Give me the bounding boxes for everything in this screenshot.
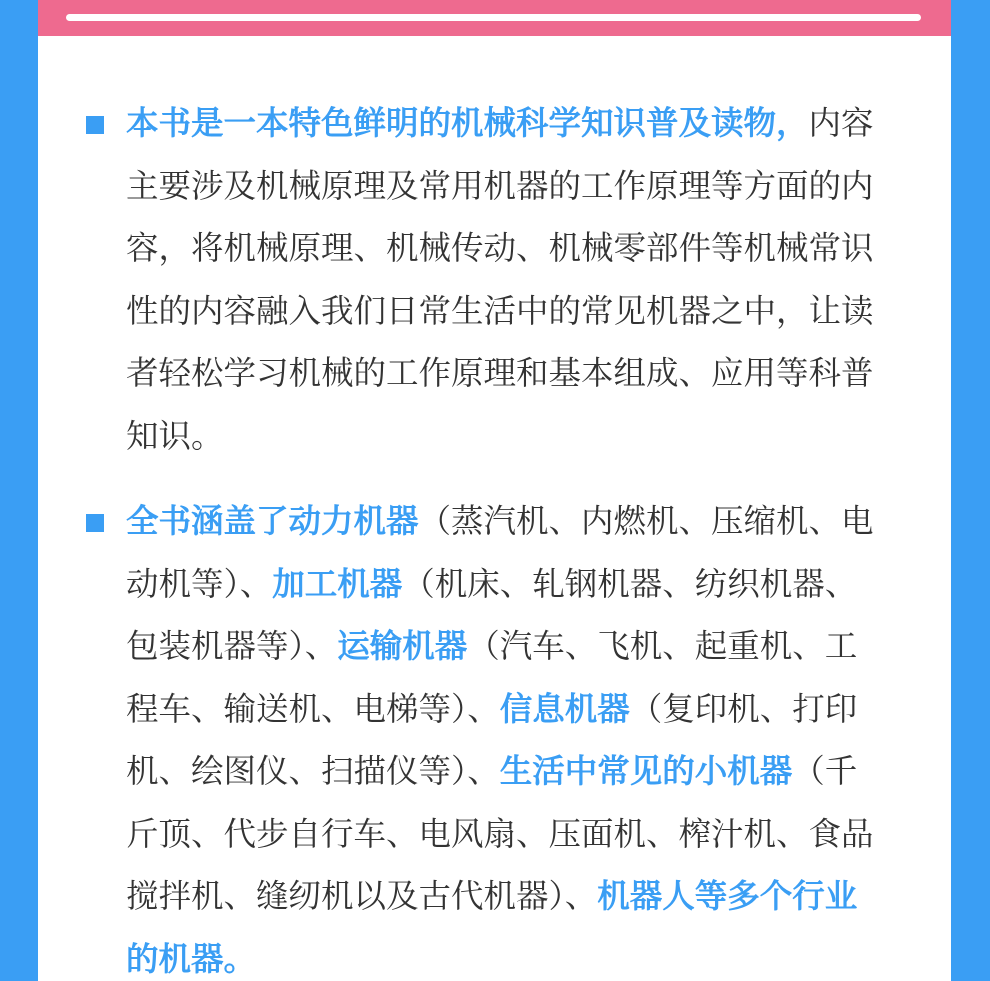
coverage-highlight-information: 信息机器 (499, 689, 630, 728)
content-card (38, 0, 951, 981)
coverage-text-daily-life: （千斤顶、代步自行车、电风扇、压面机、榨汁机、食品搅拌机、缝纫机以及古代机器）、 (126, 752, 874, 915)
square-bullet-icon (86, 116, 104, 134)
coverage-text-transport: （汽车、飞机、起重机、工程车、输送机、电梯等）、 (126, 627, 858, 728)
paragraph-coverage (126, 490, 886, 981)
coverage-highlight-power: 全书涵盖了动力机器 (126, 502, 419, 540)
coverage-highlight-transport: 运输机器 (337, 627, 468, 665)
intro-body: 内容主要涉及机械原理及常用机器的工作原理等方面的内容，将机械原理、机械传动、机械零部件等机械常识性的内容融入我们日常生活中的常见机器之中，让读者轻松学习机械的工作原理和基本组成、应用等科普知识。 (126, 104, 874, 455)
coverage-highlight-processing: 加工机器 (272, 564, 403, 603)
square-bullet-icon (86, 514, 104, 532)
coverage-highlight-robots: 机器人等多个行业的机器。 (126, 877, 858, 978)
intro-highlight: 本书是一本特色鲜明的机械科学知识普及读物， (126, 104, 809, 142)
coverage-text-information: （复印机、打印机、绘图仪、扫描仪等）、 (126, 689, 858, 790)
coverage-text-power: （蒸汽机、内燃机、压缩机、电动机等）、 (126, 502, 874, 603)
coverage-highlight-daily-life: 生活中常见的小机器 (499, 752, 793, 790)
paragraph-intro (126, 92, 886, 467)
top-banner (38, 0, 951, 36)
coverage-text-processing: （机床、轧钢机器、纺织机器、包装机器等）、 (126, 564, 858, 665)
banner-divider-line (66, 14, 921, 21)
